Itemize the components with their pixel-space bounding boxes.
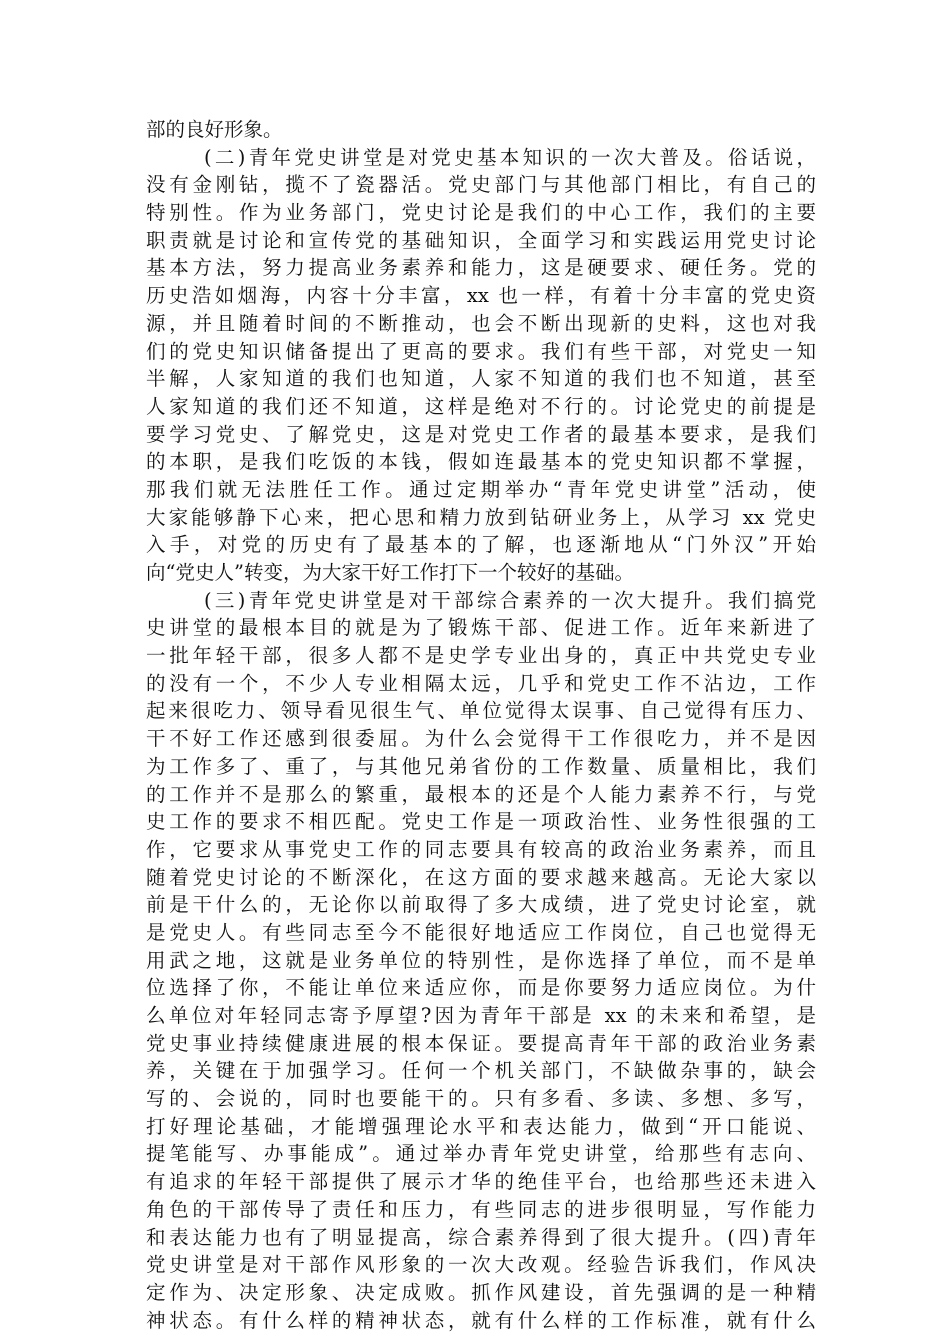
text-line: 史讲堂的最根本目的就是为了锻炼干部、促进工作。近年来新进了 [146,616,816,640]
text-line: 人家知道的我们还不知道，这样是绝对不行的。讨论党史的前提是 [146,394,816,418]
text-line: 那我们就无法胜任工作。通过定期举办“青年党史讲堂”活动，使 [146,477,816,501]
text-line: 为工作多了、重了，与其他兄弟省份的工作数量、质量相比，我们 [146,754,816,778]
text-line: 角色的干部传导了责任和压力，有些同志的进步很明显，写作能力 [146,1197,816,1221]
text-line: 半解，人家知道的我们也知道，人家不知道的我们也不知道，甚至 [146,367,816,391]
text-line: 党史讲堂是对干部作风形象的一次大改观。经验告诉我们，作风决 [146,1253,816,1277]
text-line: 么单位对年轻同志寄予厚望?因为青年干部是 xx 的未来和希望，是 [146,1004,816,1027]
text-line: 基本方法，努力提高业务素养和能力，这是硬要求、硬任务。党的 [146,256,816,280]
text-line: 随着党史讨论的不断深化，在这方面的要求越来越高。无论大家以 [146,865,816,889]
text-line: 养，关键在于加强学习。任何一个机关部门，不缺做杂事的，缺会 [146,1059,816,1083]
text-line: 没有金刚钻，揽不了瓷器活。党史部门与其他部门相比，有自己的 [146,173,816,197]
text-line: 的工作并不是那么的繁重，最根本的还是个人能力素养不行，与党 [146,782,816,806]
text-line: 用武之地，这就是业务单位的特别性，是你选择了单位，而不是单 [146,948,816,972]
paragraph-first-line: (二)青年党史讲堂是对党史基本知识的一次大普及。俗话说， [204,145,816,169]
text-line: 向“党史人”转变，为大家干好工作打下一个较好的基础。 [146,561,634,584]
text-line: 特别性。作为业务部门，党史讨论是我们的中心工作，我们的主要 [146,201,816,225]
text-line: 职责就是讨论和宣传党的基础知识，全面学习和实践运用党史讨论 [146,228,816,252]
text-line: 大家能够静下心来，把心思和精力放到钻研业务上，从学习 xx 党史 [146,505,816,529]
text-line: 历史浩如烟海，内容十分丰富，xx 也一样，有着十分丰富的党史资 [146,284,816,308]
text-line: 史工作的要求不相匹配。党史工作是一项政治性、业务性很强的工 [146,810,816,834]
text-line: 党史事业持续健康进展的根本保证。要提高青年干部的政治业务素 [146,1031,816,1055]
text-line: 打好理论基础，才能增强理论水平和表达能力，做到“开口能说、 [146,1114,816,1138]
text-line: 写的、会说的，同时也要能干的。只有多看、多读、多想、多写， [146,1087,816,1111]
text-line: 源，并且随着时间的不断推动，也会不断出现新的史料，这也对我 [146,311,816,335]
text-line: 是党史人。有些同志至今不能很好地适应工作岗位，自己也觉得无 [146,920,816,944]
body-text [146,116,816,1334]
text-line: 的本职，是我们吃饭的本钱，假如连最基本的党史知识都不掌握， [146,450,816,474]
text-line: 入手，对党的历史有了最基本的了解，也逐渐地从“门外汉”开始 [146,533,816,557]
text-line: 们的党史知识储备提出了更高的要求。我们有些干部，对党史一知 [146,339,816,363]
text-line: 提笔能写、办事能成”。通过举办青年党史讲堂，给那些有志向、 [146,1142,816,1166]
text-line: 神状态。有什么样的精神状态，就有什么样的工作标准，就有什么 [146,1308,816,1332]
text-line: 定作为、决定形象、决定成败。抓作风建设，首先强调的是一种精 [146,1280,816,1304]
text-line: 作，它要求从事党史工作的同志要具有较高的政治业务素养，而且 [146,837,816,861]
paragraph-first-line: (三)青年党史讲堂是对干部综合素养的一次大提升。我们搞党 [204,588,816,612]
text-line: 一批年轻干部，很多人都不是史学专业出身的，真正中共党史专业 [146,644,816,668]
text-line: 前是干什么的，无论你以前取得了多大成绩，进了党史讨论室，就 [146,893,816,917]
text-line: 位选择了你，不能让单位来适应你，而是你要努力适应岗位。为什 [146,976,816,1000]
text-line: 有追求的年轻干部提供了展示才华的绝佳平台，也给那些还未进入 [146,1170,816,1194]
text-line: 部的良好形象。 [146,118,283,141]
text-line: 要学习党史、了解党史，这是对党史工作者的最基本要求，是我们 [146,422,816,446]
text-line: 干不好工作还感到很委屈。为什么会觉得干工作很吃力，并不是因 [146,727,816,751]
text-line: 和表达能力也有了明显提高，综合素养得到了很大提升。(四)青年 [146,1225,816,1249]
text-line: 起来很吃力、领导看见很生气、单位觉得太误事、自己觉得有压力、 [146,699,816,723]
text-line: 的没有一个，不少人专业相隔太远，几乎和党史工作不沾边，工作 [146,671,816,695]
